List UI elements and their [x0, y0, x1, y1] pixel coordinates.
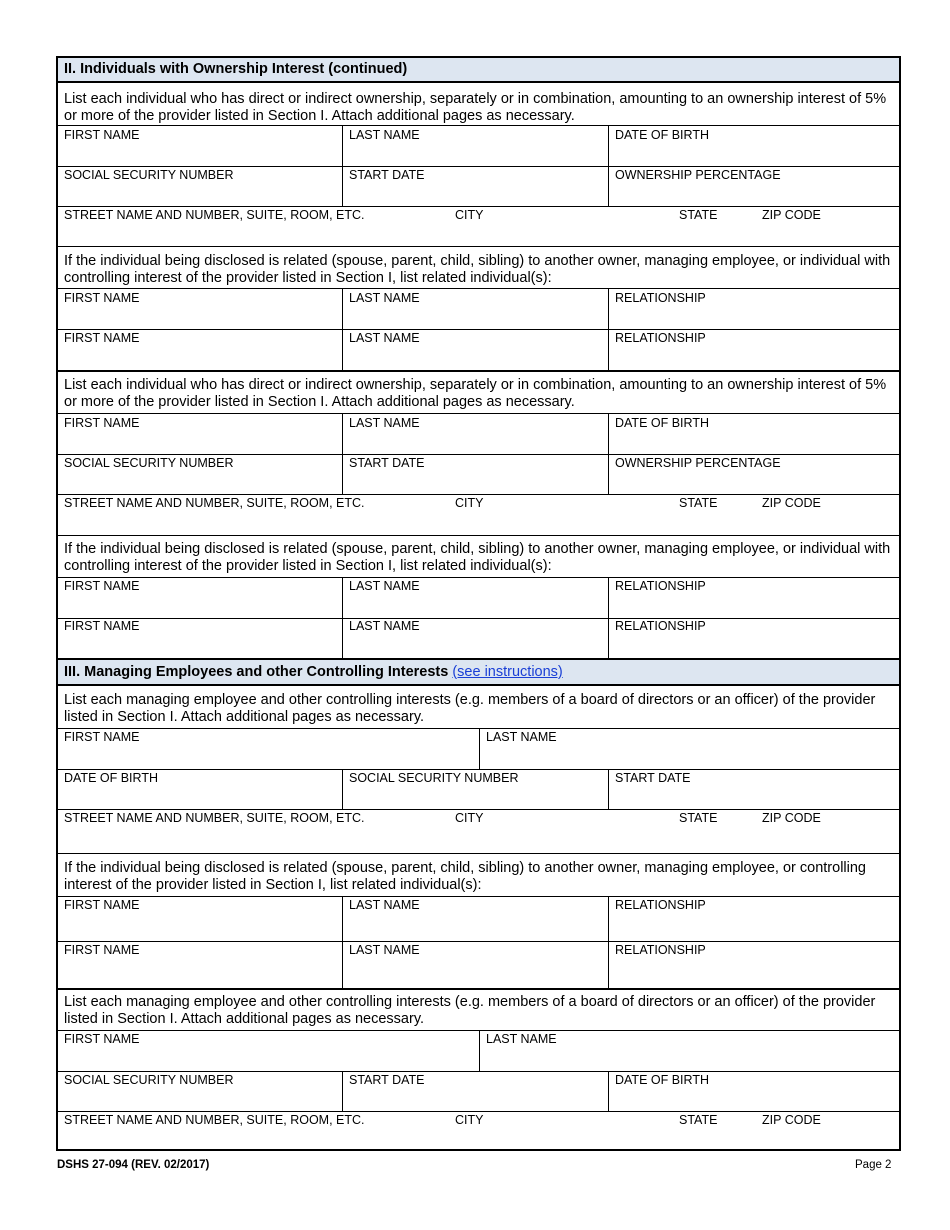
divider — [58, 809, 899, 810]
start-date-field[interactable]: START DATE — [349, 168, 425, 182]
section-2-header — [58, 58, 899, 83]
managing-instructions: List each managing employee and other controlling interests (e.g. members of a board of directors or an officer) of the provider listed in Section I. Attach additional pages as necessary. — [64, 994, 876, 1027]
ownership-percentage-field[interactable]: OWNERSHIP PERCENTAGE — [615, 168, 781, 182]
related-first-name-field[interactable]: FIRST NAME — [64, 943, 140, 957]
start-date-field[interactable]: START DATE — [615, 771, 691, 785]
divider — [58, 494, 899, 495]
divider — [608, 896, 609, 988]
divider — [608, 769, 609, 809]
section-2-title: II. Individuals with Ownership Interest (continued) — [64, 61, 408, 77]
divider — [342, 1071, 343, 1111]
see-instructions-link[interactable]: (see instructions) — [452, 664, 563, 680]
city-field[interactable]: CITY — [455, 208, 484, 222]
ownership-instructions: List each individual who has direct or indirect ownership, separately or in combination, amounting to an ownership interest of 5% or more of the provider listed in Section I. Attach additional pages as necessary. — [64, 91, 887, 124]
divider — [58, 896, 899, 897]
start-date-field[interactable]: START DATE — [349, 456, 425, 470]
divider — [58, 577, 899, 578]
first-name-field[interactable]: FIRST NAME — [64, 128, 140, 142]
state-field[interactable]: STATE — [679, 496, 718, 510]
related-last-name-field[interactable]: LAST NAME — [349, 898, 420, 912]
related-instructions: If the individual being disclosed is related (spouse, parent, child, sibling) to another owner, managing employee, or controlling interest of the provider listed in Section I, list related individual(s): — [64, 860, 866, 893]
last-name-field[interactable]: LAST NAME — [349, 128, 420, 142]
ownership-percentage-field[interactable]: OWNERSHIP PERCENTAGE — [615, 456, 781, 470]
related-last-name-field[interactable]: LAST NAME — [349, 619, 420, 633]
divider — [479, 728, 480, 769]
related-first-name-field[interactable]: FIRST NAME — [64, 619, 140, 633]
form-id: DSHS 27-094 (REV. 02/2017) — [57, 1159, 210, 1171]
zip-code-field[interactable]: ZIP CODE — [762, 1113, 821, 1127]
ssn-field[interactable]: SOCIAL SECURITY NUMBER — [64, 168, 234, 182]
first-name-field[interactable]: FIRST NAME — [64, 416, 140, 430]
ssn-field[interactable]: SOCIAL SECURITY NUMBER — [64, 456, 234, 470]
related-last-name-field[interactable]: LAST NAME — [349, 943, 420, 957]
divider — [479, 1030, 480, 1071]
divider — [58, 1071, 899, 1072]
relationship-field[interactable]: RELATIONSHIP — [615, 619, 706, 633]
divider — [58, 1111, 899, 1112]
street-address-field[interactable]: STREET NAME AND NUMBER, SUITE, ROOM, ETC. — [64, 811, 365, 825]
ssn-field[interactable]: SOCIAL SECURITY NUMBER — [349, 771, 519, 785]
relationship-field[interactable]: RELATIONSHIP — [615, 331, 706, 345]
state-field[interactable]: STATE — [679, 208, 718, 222]
date-of-birth-field[interactable]: DATE OF BIRTH — [615, 1073, 709, 1087]
start-date-field[interactable]: START DATE — [349, 1073, 425, 1087]
divider — [58, 125, 899, 126]
section-3-title: III. Managing Employees and other Controlling Interests — [64, 664, 449, 680]
divider — [58, 166, 899, 167]
first-name-field[interactable]: FIRST NAME — [64, 730, 140, 744]
state-field[interactable]: STATE — [679, 811, 718, 825]
last-name-field[interactable]: LAST NAME — [349, 416, 420, 430]
divider — [58, 618, 899, 619]
divider — [58, 288, 899, 289]
city-field[interactable]: CITY — [455, 811, 484, 825]
zip-code-field[interactable]: ZIP CODE — [762, 811, 821, 825]
related-last-name-field[interactable]: LAST NAME — [349, 579, 420, 593]
related-first-name-field[interactable]: FIRST NAME — [64, 331, 140, 345]
last-name-field[interactable]: LAST NAME — [486, 730, 557, 744]
section-3-header — [58, 658, 899, 686]
zip-code-field[interactable]: ZIP CODE — [762, 208, 821, 222]
street-address-field[interactable]: STREET NAME AND NUMBER, SUITE, ROOM, ETC. — [64, 1113, 365, 1127]
relationship-field[interactable]: RELATIONSHIP — [615, 898, 706, 912]
relationship-field[interactable]: RELATIONSHIP — [615, 579, 706, 593]
relationship-field[interactable]: RELATIONSHIP — [615, 291, 706, 305]
divider — [58, 769, 899, 770]
divider — [58, 206, 899, 207]
date-of-birth-field[interactable]: DATE OF BIRTH — [615, 128, 709, 142]
divider — [58, 413, 899, 414]
divider — [58, 454, 899, 455]
related-last-name-field[interactable]: LAST NAME — [349, 331, 420, 345]
divider — [342, 769, 343, 809]
street-address-field[interactable]: STREET NAME AND NUMBER, SUITE, ROOM, ETC. — [64, 208, 365, 222]
street-address-field[interactable]: STREET NAME AND NUMBER, SUITE, ROOM, ETC. — [64, 496, 365, 510]
divider — [342, 896, 343, 988]
last-name-field[interactable]: LAST NAME — [486, 1032, 557, 1046]
first-name-field[interactable]: FIRST NAME — [64, 1032, 140, 1046]
related-first-name-field[interactable]: FIRST NAME — [64, 898, 140, 912]
related-first-name-field[interactable]: FIRST NAME — [64, 291, 140, 305]
divider — [58, 941, 899, 942]
city-field[interactable]: CITY — [455, 496, 484, 510]
disclosure-form — [56, 56, 901, 1151]
zip-code-field[interactable]: ZIP CODE — [762, 496, 821, 510]
managing-instructions: List each managing employee and other controlling interests (e.g. members of a board of directors or an officer) of the provider listed in Section I. Attach additional pages as necessary. — [64, 692, 876, 725]
date-of-birth-field[interactable]: DATE OF BIRTH — [615, 416, 709, 430]
city-field[interactable]: CITY — [455, 1113, 484, 1127]
divider — [608, 1071, 609, 1111]
state-field[interactable]: STATE — [679, 1113, 718, 1127]
related-instructions: If the individual being disclosed is related (spouse, parent, child, sibling) to another owner, managing employee, or individual with controlling interest of the provider listed in Section I, list related individual(s): — [64, 253, 891, 286]
date-of-birth-field[interactable]: DATE OF BIRTH — [64, 771, 158, 785]
ownership-instructions: List each individual who has direct or indirect ownership, separately or in combination, amounting to an ownership interest of 5% or more of the provider listed in Section I. Attach additional pages as necessary. — [64, 377, 887, 410]
divider — [58, 329, 899, 330]
relationship-field[interactable]: RELATIONSHIP — [615, 943, 706, 957]
related-first-name-field[interactable]: FIRST NAME — [64, 579, 140, 593]
ssn-field[interactable]: SOCIAL SECURITY NUMBER — [64, 1073, 234, 1087]
related-instructions: If the individual being disclosed is related (spouse, parent, child, sibling) to another owner, managing employee, or individual with controlling interest of the provider listed in Section I, list related individual(s): — [64, 541, 891, 574]
page-number: Page 2 — [855, 1159, 892, 1171]
related-last-name-field[interactable]: LAST NAME — [349, 291, 420, 305]
